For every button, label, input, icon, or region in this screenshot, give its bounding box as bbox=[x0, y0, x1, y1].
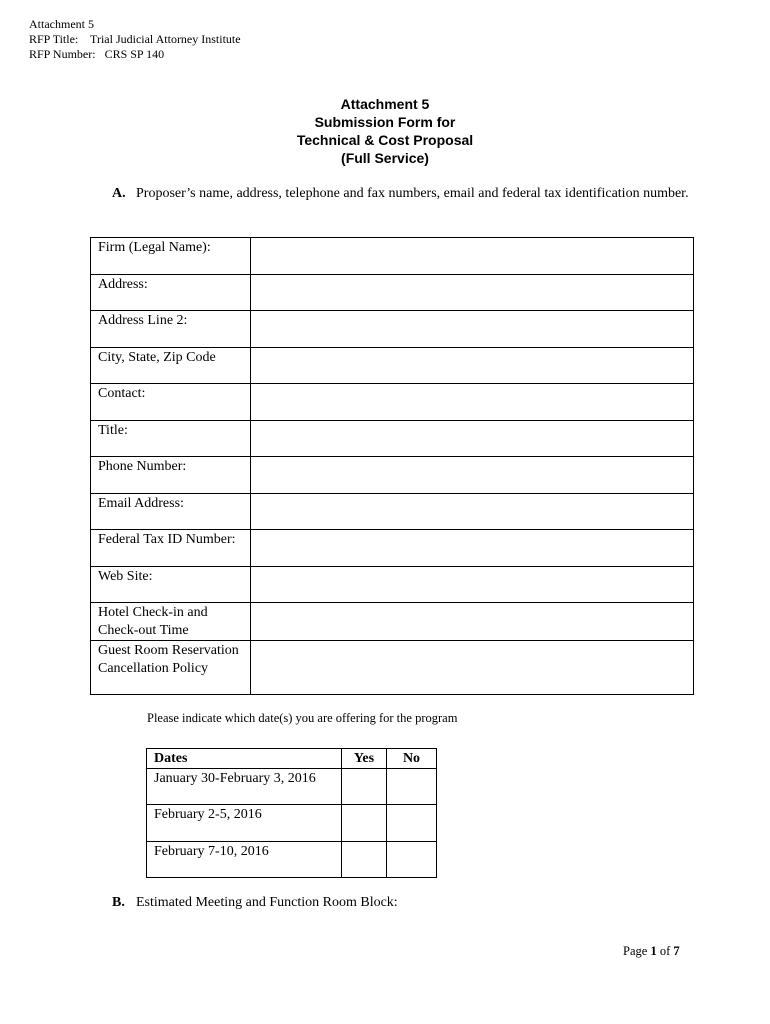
yes-cell[interactable] bbox=[342, 769, 387, 805]
no-cell[interactable] bbox=[387, 805, 437, 842]
section-a-text: Proposer’s name, address, telephone and fax numbers, email and federal tax identification number. bbox=[136, 186, 689, 201]
field-label: Phone Number: bbox=[91, 457, 251, 494]
section-a-label: A. bbox=[112, 186, 126, 201]
field-label: City, State, Zip Code bbox=[91, 348, 251, 384]
no-column-header: No bbox=[387, 749, 437, 769]
page-of: of bbox=[656, 944, 674, 958]
field-label: Web Site: bbox=[91, 567, 251, 603]
no-cell[interactable] bbox=[387, 769, 437, 805]
contact-field[interactable] bbox=[251, 384, 694, 421]
yes-column-header: Yes bbox=[342, 749, 387, 769]
header-attachment: Attachment 5 bbox=[29, 17, 94, 31]
title-field[interactable] bbox=[251, 421, 694, 457]
check-in-out-time-field[interactable] bbox=[251, 603, 694, 641]
table-row bbox=[147, 805, 437, 842]
field-label: Guest Room Reservation Cancellation Policy bbox=[91, 641, 251, 695]
firm-name-field[interactable] bbox=[251, 238, 694, 275]
section-b-text: Estimated Meeting and Function Room Block: bbox=[136, 895, 398, 910]
title-line-2: Submission Form for bbox=[314, 114, 456, 130]
field-label: Contact: bbox=[91, 384, 251, 421]
yes-cell[interactable] bbox=[342, 805, 387, 842]
cancellation-policy-field[interactable] bbox=[251, 641, 694, 695]
page-current: 1 bbox=[650, 944, 657, 958]
dates-prompt: Please indicate which date(s) you are offering for the program bbox=[147, 711, 458, 725]
date-option: January 30-February 3, 2016 bbox=[147, 769, 342, 805]
table-row bbox=[91, 641, 694, 695]
title-line-3: Technical & Cost Proposal bbox=[296, 132, 474, 148]
field-label: Address: bbox=[91, 275, 251, 311]
date-option: February 7-10, 2016 bbox=[147, 842, 342, 878]
web-site-field[interactable] bbox=[251, 567, 694, 603]
field-label: Hotel Check-in and Check-out Time bbox=[91, 603, 251, 641]
field-label: Address Line 2: bbox=[91, 311, 251, 348]
page-total: 7 bbox=[673, 944, 680, 958]
dates-column-header: Dates bbox=[147, 749, 342, 769]
table-row bbox=[91, 348, 694, 384]
federal-tax-id-field[interactable] bbox=[251, 530, 694, 567]
header-rfp-title: RFP Title: Trial Judicial Attorney Institute bbox=[29, 32, 241, 46]
header-rfp-number: RFP Number: CRS SP 140 bbox=[29, 47, 165, 61]
no-cell[interactable] bbox=[387, 842, 437, 878]
table-row bbox=[91, 494, 694, 530]
table-row bbox=[91, 567, 694, 603]
table-row bbox=[91, 421, 694, 457]
address-field[interactable] bbox=[251, 275, 694, 311]
address-line-2-field[interactable] bbox=[251, 311, 694, 348]
table-row bbox=[91, 311, 694, 348]
proposer-info-table bbox=[90, 237, 694, 695]
yes-cell[interactable] bbox=[342, 842, 387, 878]
form-title bbox=[0, 95, 770, 167]
table-row bbox=[91, 603, 694, 641]
phone-number-field[interactable] bbox=[251, 457, 694, 494]
dates-table bbox=[146, 748, 437, 878]
table-row bbox=[147, 769, 437, 805]
page-prefix: Page bbox=[623, 944, 651, 958]
field-label: Firm (Legal Name): bbox=[91, 238, 251, 275]
field-label: Federal Tax ID Number: bbox=[91, 530, 251, 567]
page-number bbox=[623, 944, 680, 959]
dates-header-row bbox=[147, 749, 437, 769]
table-row bbox=[91, 384, 694, 421]
field-label: Email Address: bbox=[91, 494, 251, 530]
email-address-field[interactable] bbox=[251, 494, 694, 530]
title-line-1: Attachment 5 bbox=[340, 96, 430, 112]
table-row bbox=[91, 457, 694, 494]
field-label: Title: bbox=[91, 421, 251, 457]
table-row bbox=[91, 238, 694, 275]
table-row bbox=[91, 275, 694, 311]
city-state-zip-field[interactable] bbox=[251, 348, 694, 384]
date-option: February 2-5, 2016 bbox=[147, 805, 342, 842]
section-b-label: B. bbox=[112, 895, 125, 910]
table-row bbox=[147, 842, 437, 878]
table-row bbox=[91, 530, 694, 567]
document-header bbox=[29, 17, 241, 62]
title-line-4: (Full Service) bbox=[341, 150, 429, 166]
